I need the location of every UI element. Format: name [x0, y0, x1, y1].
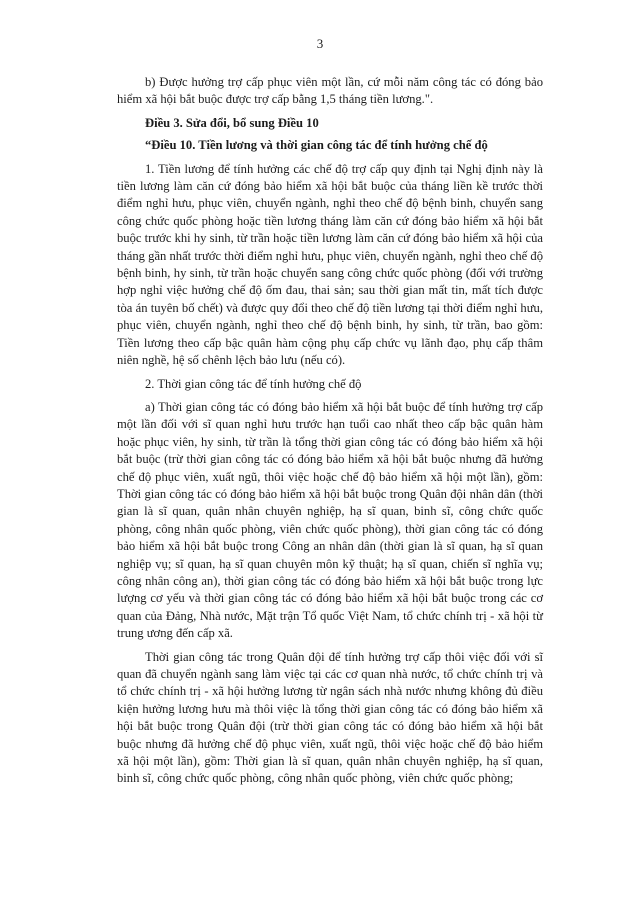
- paragraph-2: 2. Thời gian công tác để tính hưởng chế độ: [145, 376, 362, 391]
- paragraph-2a-continued: Thời gian công tác trong Quân đội để tính hưởng trợ cấp thôi việc đối với sĩ quan đã chuyển ngành sang làm việc tại các cơ quan nhà nước, tổ chức chính trị và tổ chức chính trị - xã hội hưởng lương từ ngân sách nhà nước nhưng không đủ điều kiện hưởng lương hưu mà thôi việc là tổng thời gian công tác có đóng bảo hiểm xã hội bắt buộc trong Quân đội (trừ thời gian công tác có đóng bảo hiểm xã hội bắt buộc nhưng đã hưởng chế độ phục viên, xuất ngũ, thôi việc hoặc chế độ bảo hiểm xã hội một lần), gồm: Thời gian là sĩ quan, quân nhân chuyên nghiệp, hạ sĩ quan, binh sĩ, công chức quốc phòng, công nhân quốc phòng, viên chức quốc phòng;: [117, 649, 543, 786]
- article-10-heading: “Điều 10. Tiền lương và thời gian công tác để tính hưởng chế độ: [145, 138, 488, 153]
- article-3-heading: Điều 3. Sửa đổi, bổ sung Điều 10: [145, 115, 319, 130]
- paragraph-2a: a) Thời gian công tác có đóng bảo hiểm xã hội bắt buộc để tính hưởng trợ cấp một lần đối với sĩ quan nghỉ hưu trước hạn tuổi cao nhất theo cấp bậc quân hàm hoặc phục viên, hy sinh, từ trần là tổng thời gian công tác có đóng bảo hiểm xã hội bắt buộc (trừ thời gian công tác có đóng bảo hiểm xã hội bắt buộc nhưng đã hưởng chế độ phục viên, xuất ngũ, thôi việc hoặc chế độ bảo hiểm xã hội một lần), gồm: Thời gian công tác có đóng bảo hiểm xã hội bắt buộc trong Quân đội nhân dân (thời gian là sĩ quan, quân nhân chuyên nghiệp, hạ sĩ quan, binh sĩ, công chức quốc phòng, công nhân quốc phòng, viên chức quốc phòng), thời gian công tác có đóng bảo hiểm xã hội bắt buộc trong Công an nhân dân (thời gian là sĩ quan, hạ sĩ quan nghiệp vụ; sĩ quan, hạ sĩ quan chuyên môn kỹ thuật; hạ sĩ quan, chiến sĩ nghĩa vụ; công nhân công an), thời gian công tác có đóng bảo hiểm xã hội bắt buộc trong lực lượng cơ yếu và thời gian công tác có đóng bảo hiểm xã hội bắt buộc trong các cơ quan của Đảng, Nhà nước, Mặt trận Tổ quốc Việt Nam, tổ chức chính trị - xã hội từ trung ương đến cấp xã.: [117, 399, 543, 641]
- document-body: [117, 74, 543, 794]
- paragraph-clause-b: b) Được hưởng trợ cấp phục viên một lần, cứ mỗi năm công tác có đóng bảo hiểm xã hội bắt buộc được trợ cấp bằng 1,5 tháng tiền lương.".: [117, 75, 543, 107]
- page-number: 3: [316, 36, 324, 51]
- paragraph-1: 1. Tiền lương để tính hưởng các chế độ trợ cấp quy định tại Nghị định này là tiền lương làm căn cứ đóng bảo hiểm xã hội bắt buộc của tháng liền kề trước thời điểm nghỉ hưu, phục viên, chuyển ngành, nghỉ theo chế độ bệnh binh, chuyển sang công chức quốc phòng hoặc tiền lương tháng làm căn cứ đóng bảo hiểm xã hội bắt buộc trước khi hy sinh, từ trần hoặc tiền lương làm căn cứ đóng bảo hiểm xã hội của tháng gần nhất trước thời điểm nghỉ hưu, phục viên, chuyển ngành, nghỉ theo chế độ bệnh binh, hy sinh, từ trần hoặc chuyển sang công chức quốc phòng (đối với trường hợp nghỉ việc hưởng chế độ ốm đau, thai sản; sau thời gian mất tin, mất tích được tòa án tuyên bố chết) và được quy đổi theo chế độ tiền lương tại thời điểm nghỉ hưu, phục viên, chuyển ngành, nghỉ theo chế độ bệnh binh, hy sinh, từ trần, bao gồm: Tiền lương theo cấp bậc quân hàm cộng phụ cấp chức vụ lãnh đạo, phụ cấp thâm niên nghề, hệ số chênh lệch bảo lưu (nếu có).: [117, 161, 543, 368]
